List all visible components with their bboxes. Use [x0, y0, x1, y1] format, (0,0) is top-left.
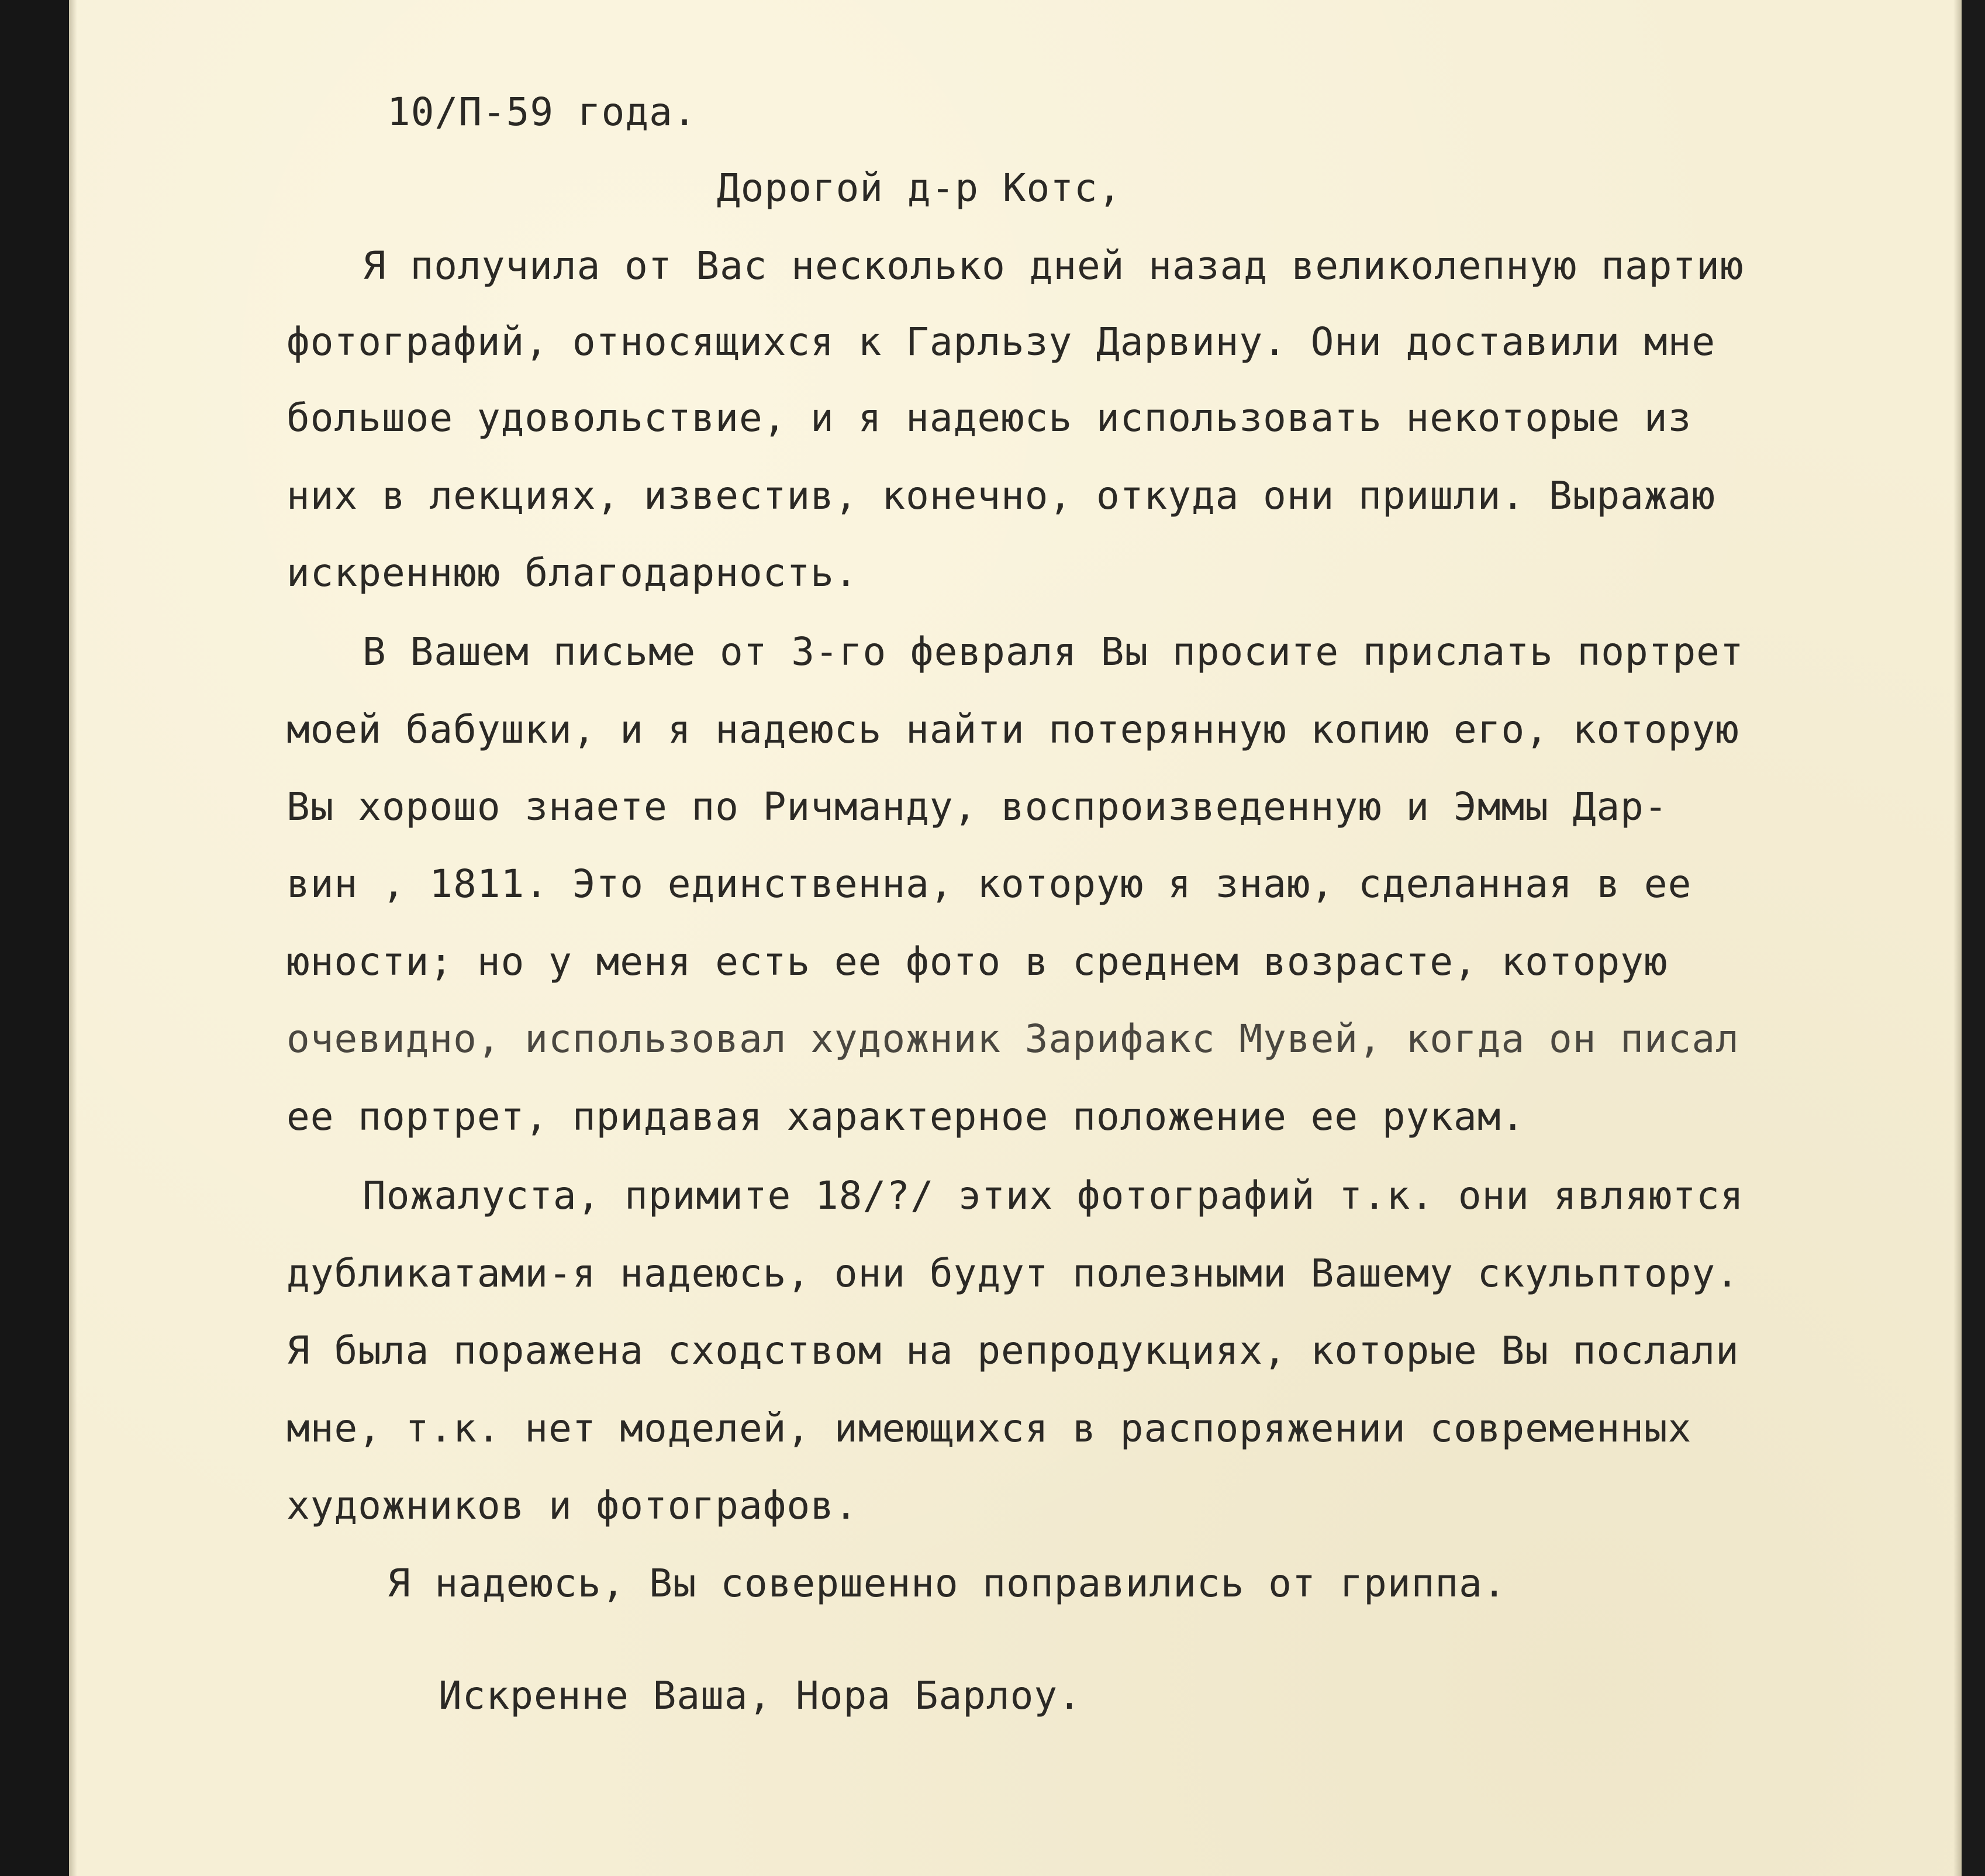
letter-line: Я была поражена сходством на репродукциях, которые Вы послали — [286, 1328, 1739, 1373]
scan-border-right — [1962, 0, 1985, 1876]
letter-line: В Вашем письме от 3-го февраля Вы просите прислать портрет — [363, 629, 1744, 674]
scan-border-left — [0, 0, 69, 1876]
letter-line: художников и фотографов. — [286, 1483, 858, 1528]
letter-line: Пожалуста, примите 18/?/ этих фотографий т.к. они являются — [363, 1173, 1744, 1218]
letter-date: 10/П-59 года. — [387, 89, 697, 135]
letter-line: Я получила от Вас несколько дней назад великолепную партию — [363, 243, 1744, 288]
letter-line: них в лекциях, известив, конечно, откуда они пришли. Выражаю — [286, 473, 1716, 518]
letter-line: мне, т.к. нет моделей, имеющихся в распоряжении современных — [286, 1406, 1692, 1451]
letter-line: искреннюю благодарность. — [286, 550, 858, 595]
letter-line: юности; но у меня есть ее фото в среднем возрасте, которую — [286, 939, 1668, 984]
letter-line: ее портрет, придавая характерное положение ее рукам. — [286, 1094, 1525, 1139]
letter-line: моей бабушки, и я надеюсь найти потерянную копию его, которую — [286, 707, 1739, 752]
letter-closing-signature: Искренне Ваша, Нора Барлоу. — [439, 1673, 1082, 1718]
letter-line: Я надеюсь, Вы совершенно поправились от гриппа. — [387, 1561, 1507, 1606]
letter-line: фотографий, относящихся к Гарльзу Дарвину. Они доставили мне — [286, 319, 1716, 364]
letter-line: очевидно, использовал художник Зарифакс Мувей, когда он писал — [286, 1016, 1739, 1061]
page-edge-shadow-right — [1953, 0, 1962, 1876]
letter-line: вин , 1811. Это единственна, которую я знаю, сделанная в ее — [286, 861, 1692, 906]
letter-line: дубликатами-я надеюсь, они будут полезными Вашему скульптору. — [286, 1251, 1739, 1296]
letter-salutation: Дорогой д-р Котс, — [717, 165, 1122, 211]
letter-line: Вы хорошо знаете по Ричманду, воспроизведенную и Эммы Дар- — [286, 784, 1668, 829]
letter-line: большое удовольствие, и я надеюсь использовать некоторые из — [286, 395, 1692, 440]
page-edge-shadow-left — [69, 0, 77, 1876]
